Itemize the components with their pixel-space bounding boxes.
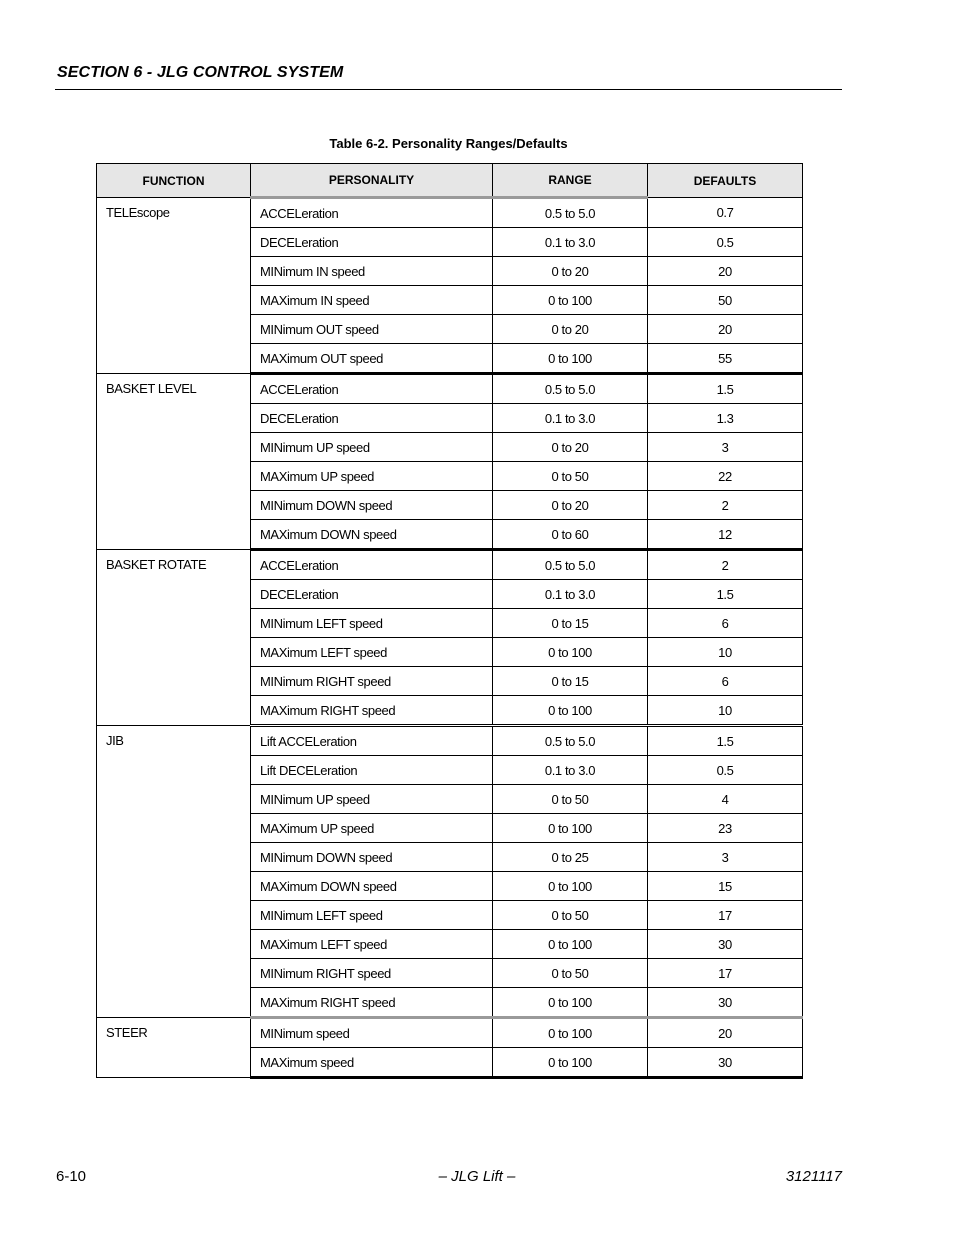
personality-cell: MAXimum DOWN speed xyxy=(251,872,493,901)
range-cell: 0 to 100 xyxy=(493,988,648,1018)
column-header-function: FUNCTION xyxy=(97,164,251,198)
range-cell: 0.5 to 5.0 xyxy=(493,198,648,228)
personality-cell: MINimum RIGHT speed xyxy=(251,959,493,988)
document-number: 3121117 xyxy=(785,1168,842,1185)
function-cell: BASKET LEVEL xyxy=(97,374,251,550)
personality-cell: MAXimum DOWN speed xyxy=(251,520,493,550)
range-cell: 0 to 100 xyxy=(493,1018,648,1048)
personality-cell: MAXimum OUT speed xyxy=(251,344,493,374)
range-cell: 0 to 15 xyxy=(493,667,648,696)
default-cell: 10 xyxy=(648,696,803,726)
default-cell: 20 xyxy=(648,1018,803,1048)
range-cell: 0.1 to 3.0 xyxy=(493,404,648,433)
personality-cell: MAXimum IN speed xyxy=(251,286,493,315)
range-cell: 0.1 to 3.0 xyxy=(493,228,648,257)
default-cell: 17 xyxy=(648,901,803,930)
range-cell: 0 to 60 xyxy=(493,520,648,550)
personality-cell: MAXimum speed xyxy=(251,1048,493,1078)
function-cell: TELEscope xyxy=(97,198,251,374)
range-cell: 0 to 100 xyxy=(493,872,648,901)
default-cell: 17 xyxy=(648,959,803,988)
default-cell: 6 xyxy=(648,667,803,696)
default-cell: 20 xyxy=(648,315,803,344)
default-cell: 50 xyxy=(648,286,803,315)
personality-cell: ACCELeration xyxy=(251,374,493,404)
default-cell: 3 xyxy=(648,843,803,872)
personality-cell: MINimum UP speed xyxy=(251,433,493,462)
range-cell: 0 to 100 xyxy=(493,814,648,843)
default-cell: 15 xyxy=(648,872,803,901)
personality-cell: ACCELeration xyxy=(251,550,493,580)
range-cell: 0.5 to 5.0 xyxy=(493,550,648,580)
personality-cell: MINimum speed xyxy=(251,1018,493,1048)
personality-cell: MAXimum RIGHT speed xyxy=(251,988,493,1018)
range-cell: 0 to 20 xyxy=(493,433,648,462)
range-cell: 0.5 to 5.0 xyxy=(493,374,648,404)
default-cell: 10 xyxy=(648,638,803,667)
default-cell: 30 xyxy=(648,988,803,1018)
range-cell: 0 to 50 xyxy=(493,901,648,930)
personality-cell: Lift DECELeration xyxy=(251,756,493,785)
default-cell: 23 xyxy=(648,814,803,843)
range-cell: 0 to 100 xyxy=(493,696,648,726)
default-cell: 20 xyxy=(648,257,803,286)
section-title: SECTION 6 - JLG CONTROL SYSTEM xyxy=(57,64,344,81)
personality-cell: DECELeration xyxy=(251,404,493,433)
personality-cell: MAXimum UP speed xyxy=(251,814,493,843)
default-cell: 6 xyxy=(648,609,803,638)
default-cell: 55 xyxy=(648,344,803,374)
range-cell: 0 to 50 xyxy=(493,462,648,491)
range-cell: 0 to 100 xyxy=(493,344,648,374)
range-cell: 0.5 to 5.0 xyxy=(493,726,648,756)
table-row xyxy=(97,374,803,404)
range-cell: 0 to 100 xyxy=(493,930,648,959)
personality-cell: MAXimum RIGHT speed xyxy=(251,696,493,726)
personality-cell: MINimum LEFT speed xyxy=(251,609,493,638)
range-cell: 0 to 20 xyxy=(493,491,648,520)
range-cell: 0.1 to 3.0 xyxy=(493,756,648,785)
default-cell: 3 xyxy=(648,433,803,462)
default-cell: 0.7 xyxy=(648,198,803,228)
default-cell: 0.5 xyxy=(648,756,803,785)
personality-cell: MINimum RIGHT speed xyxy=(251,667,493,696)
header-rule xyxy=(55,89,842,90)
table-row xyxy=(97,1018,803,1048)
range-cell: 0 to 50 xyxy=(493,959,648,988)
default-cell: 2 xyxy=(648,491,803,520)
personality-cell: MINimum IN speed xyxy=(251,257,493,286)
column-header-range: RANGE xyxy=(493,164,648,198)
personality-cell: MINimum OUT speed xyxy=(251,315,493,344)
default-cell: 4 xyxy=(648,785,803,814)
personality-table xyxy=(96,163,803,1079)
column-header-defaults: DEFAULTS xyxy=(648,164,803,198)
table-row xyxy=(97,726,803,756)
personality-cell: DECELeration xyxy=(251,228,493,257)
personality-cell: DECELeration xyxy=(251,580,493,609)
default-cell: 1.5 xyxy=(648,726,803,756)
personality-cell: MINimum LEFT speed xyxy=(251,901,493,930)
default-cell: 12 xyxy=(648,520,803,550)
column-header-personality: PERSONALITY xyxy=(251,164,493,198)
range-cell: 0.1 to 3.0 xyxy=(493,580,648,609)
range-cell: 0 to 20 xyxy=(493,257,648,286)
personality-cell: MINimum DOWN speed xyxy=(251,491,493,520)
personality-cell: Lift ACCELeration xyxy=(251,726,493,756)
personality-cell: MINimum DOWN speed xyxy=(251,843,493,872)
range-cell: 0 to 50 xyxy=(493,785,648,814)
page-number: 6-10 xyxy=(56,1168,87,1185)
function-cell: BASKET ROTATE xyxy=(97,550,251,726)
personality-cell: MINimum UP speed xyxy=(251,785,493,814)
function-cell: STEER xyxy=(97,1018,251,1078)
table-caption: Table 6-2. Personality Ranges/Defaults xyxy=(329,136,568,151)
table-header-row xyxy=(97,164,803,198)
range-cell: 0 to 100 xyxy=(493,286,648,315)
footer-center-text: – JLG Lift – xyxy=(438,1168,516,1185)
table-row xyxy=(97,198,803,228)
personality-cell: MAXimum LEFT speed xyxy=(251,638,493,667)
default-cell: 22 xyxy=(648,462,803,491)
default-cell: 30 xyxy=(648,930,803,959)
range-cell: 0 to 100 xyxy=(493,1048,648,1078)
table-body xyxy=(97,198,803,1078)
function-cell: JIB xyxy=(97,726,251,1018)
default-cell: 1.5 xyxy=(648,580,803,609)
default-cell: 2 xyxy=(648,550,803,580)
range-cell: 0 to 20 xyxy=(493,315,648,344)
personality-cell: MAXimum UP speed xyxy=(251,462,493,491)
personality-cell: MAXimum LEFT speed xyxy=(251,930,493,959)
personality-cell: ACCELeration xyxy=(251,198,493,228)
default-cell: 30 xyxy=(648,1048,803,1078)
range-cell: 0 to 100 xyxy=(493,638,648,667)
range-cell: 0 to 15 xyxy=(493,609,648,638)
range-cell: 0 to 25 xyxy=(493,843,648,872)
default-cell: 1.5 xyxy=(648,374,803,404)
table-row xyxy=(97,550,803,580)
default-cell: 1.3 xyxy=(648,404,803,433)
default-cell: 0.5 xyxy=(648,228,803,257)
